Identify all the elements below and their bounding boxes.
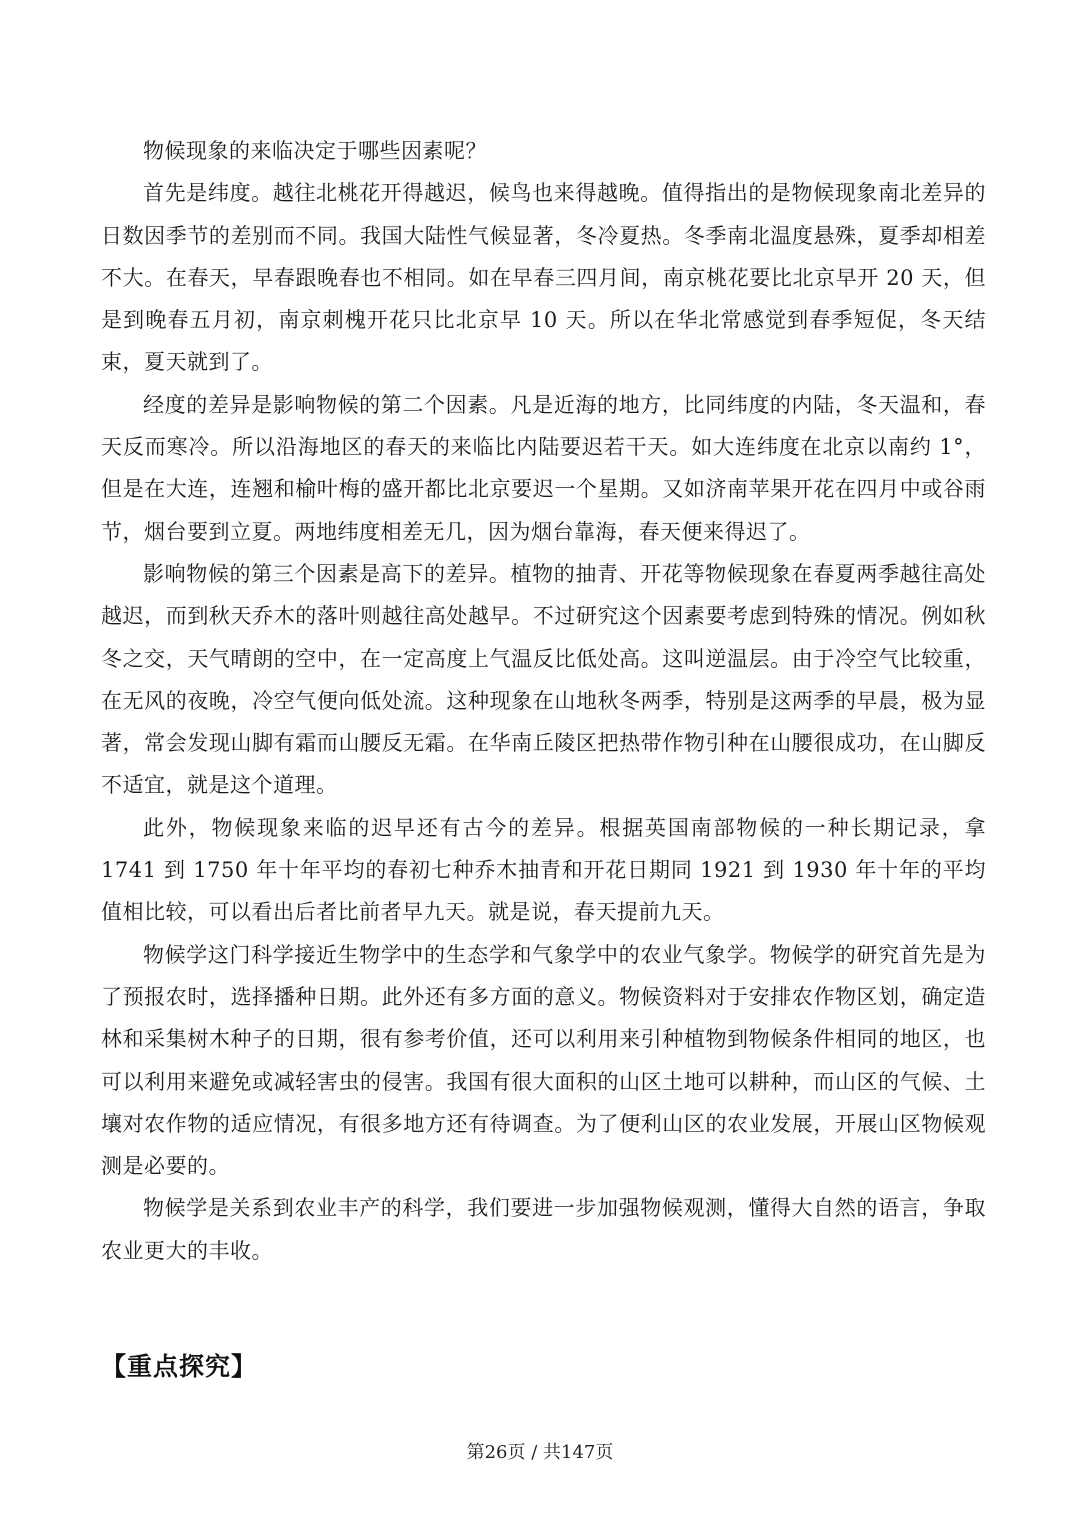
total-suffix: 页	[595, 1442, 614, 1463]
paragraph-altitude: 影响物候的第三个因素是高下的差异。植物的抽青、开花等物候现象在春夏两季越往高处越迟，而到秋天乔木的落叶则越往高处越早。不过研究这个因素要考虑到特殊的情况。例如秋冬之交，天气晴朗的空中，在一定高度上气温反比低处高。这叫逆温层。由于冷空气比较重，在无风的夜晚，冷空气便向低处流。这种现象在山地秋冬两季，特别是这两季的早晨，极为显著，常会发现山脚有霜而山腰反无霜。在华南丘陵区把热带作物引种在山腰很成功，在山脚反不适宜，就是这个道理。	[101, 561, 986, 798]
body-text	[101, 130, 986, 1272]
total-pages: 147	[561, 1442, 596, 1463]
paragraph-latitude: 首先是纬度。越往北桃花开得越迟，候鸟也来得越晚。值得指出的是物候现象南北差异的日数因季节的差别而不同。我国大陆性气候显著，冬冷夏热。冬季南北温度悬殊，夏季却相差不大。在春天，早春跟晚春也不相同。如在早春三四月间，南京桃花要比北京早开 20 天，但是到晚春五月初，南京刺槐开花只比北京早 10 天。所以在华北常感觉到春季短促，冬天结束，夏天就到了。	[101, 181, 986, 375]
section-heading: 【重点探究】	[101, 1352, 258, 1381]
paragraph-phenology-science: 物候学这门科学接近生物学中的生态学和气象学中的农业气象学。物候学的研究首先是为了预报农时，选择播种日期。此外还有多方面的意义。物候资料对于安排农作物区划，确定造林和采集树木种子的日期，很有参考价值，还可以利用来引种植物到物候条件相同的地区，也可以利用来避免或减轻害虫的侵害。我国有很大面积的山区土地可以耕种，而山区的气候、土壤对农作物的适应情况，有很多地方还有待调查。为了便利山区的农业发展，开展山区物候观测是必要的。	[101, 942, 986, 1179]
page-label-prefix: 第	[466, 1442, 485, 1463]
page-footer	[0, 1438, 1080, 1464]
paragraph-longitude: 经度的差异是影响物候的第二个因素。凡是近海的地方，比同纬度的内陆，冬天温和，春天反而寒冷。所以沿海地区的春天的来临比内陆要迟若干天。如大连纬度在北京以南约 1°，但是在大连，连翘和榆叶梅的盛开都比北京要迟一个星期。又如济南苹果开花在四月中或谷雨节，烟台要到立夏。两地纬度相差无几，因为烟台靠海，春天便来得迟了。	[101, 392, 986, 544]
paragraph-historical: 此外，物候现象来临的迟早还有古今的差异。根据英国南部物候的一种长期记录，拿 1741 到 1750 年十年平均的春初七种乔木抽青和开花日期同 1921 到 1930 年十年的平均值相比较，可以看出后者比前者早九天。就是说，春天提前九天。	[101, 815, 986, 925]
page-label-suffix: 页 / 共	[507, 1442, 562, 1463]
page-number: 26	[484, 1442, 508, 1463]
paragraph-conclusion: 物候学是关系到农业丰产的科学，我们要进一步加强物候观测，懂得大自然的语言，争取农业更大的丰收。	[101, 1196, 986, 1263]
paragraph-question: 物候现象的来临决定于哪些因素呢？	[143, 139, 487, 163]
